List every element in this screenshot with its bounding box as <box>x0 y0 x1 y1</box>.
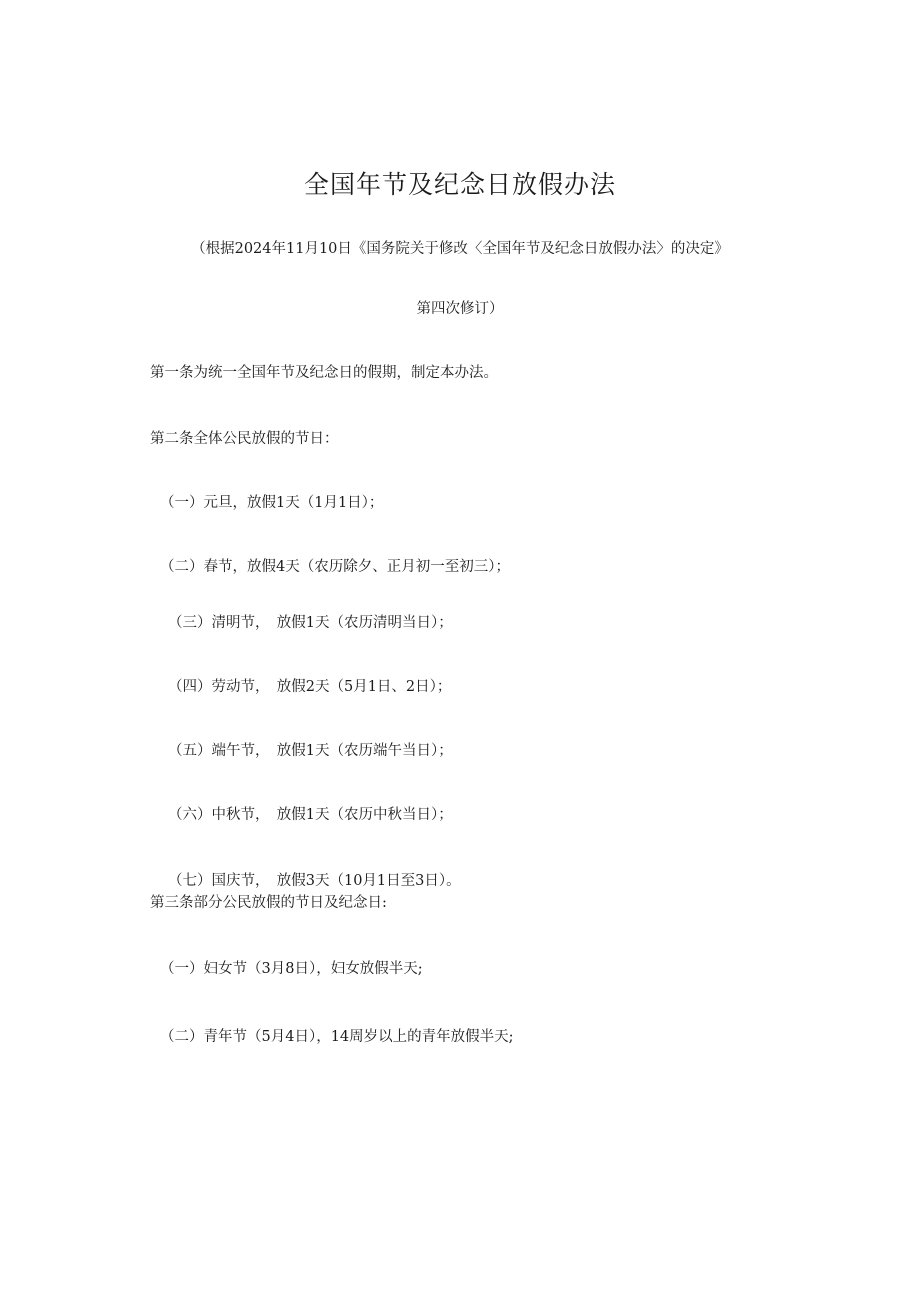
article-2-item-4: （四）劳动节， 放假2天（5月1日、2日）； <box>168 679 452 695</box>
article-2-item-7: （七）国庆节， 放假3天（10月1日至3日）。 <box>168 873 461 889</box>
article-3-heading: 第三条部分公民放假的节日及纪念日: <box>150 895 387 911</box>
article-3-item-1: （一）妇女节（3月8日），妇女放假半天; <box>160 961 423 977</box>
document-title: 全国年节及纪念日放假办法 <box>303 170 616 199</box>
revision-note-line-2: 第四次修订） <box>416 301 504 317</box>
article-1: 第一条为统一全国年节及纪念日的假期，制定本办法。 <box>150 365 498 381</box>
revision-note-line-1: （根据2024年11月10日《国务院关于修改〈全国年节及纪念日放假办法〉的决定》 <box>191 241 729 257</box>
article-2-item-5: （五）端午节， 放假1天（农历端午当日）； <box>168 743 453 759</box>
article-2-item-3: （三）清明节， 放假1天（农历清明当日）； <box>168 615 453 631</box>
article-3-item-2: （二）青年节（5月4日），14周岁以上的青年放假半天; <box>160 1029 514 1045</box>
article-2-item-1: （一）元旦，放假1天（1月1日）； <box>160 495 384 511</box>
article-2-item-6: （六）中秋节， 放假1天（农历中秋当日）； <box>168 807 453 823</box>
article-2-heading: 第二条全体公民放假的节日： <box>150 431 339 447</box>
article-2-item-2: （二）春节，放假4天（农历除夕、正月初一至初三）； <box>160 559 510 575</box>
